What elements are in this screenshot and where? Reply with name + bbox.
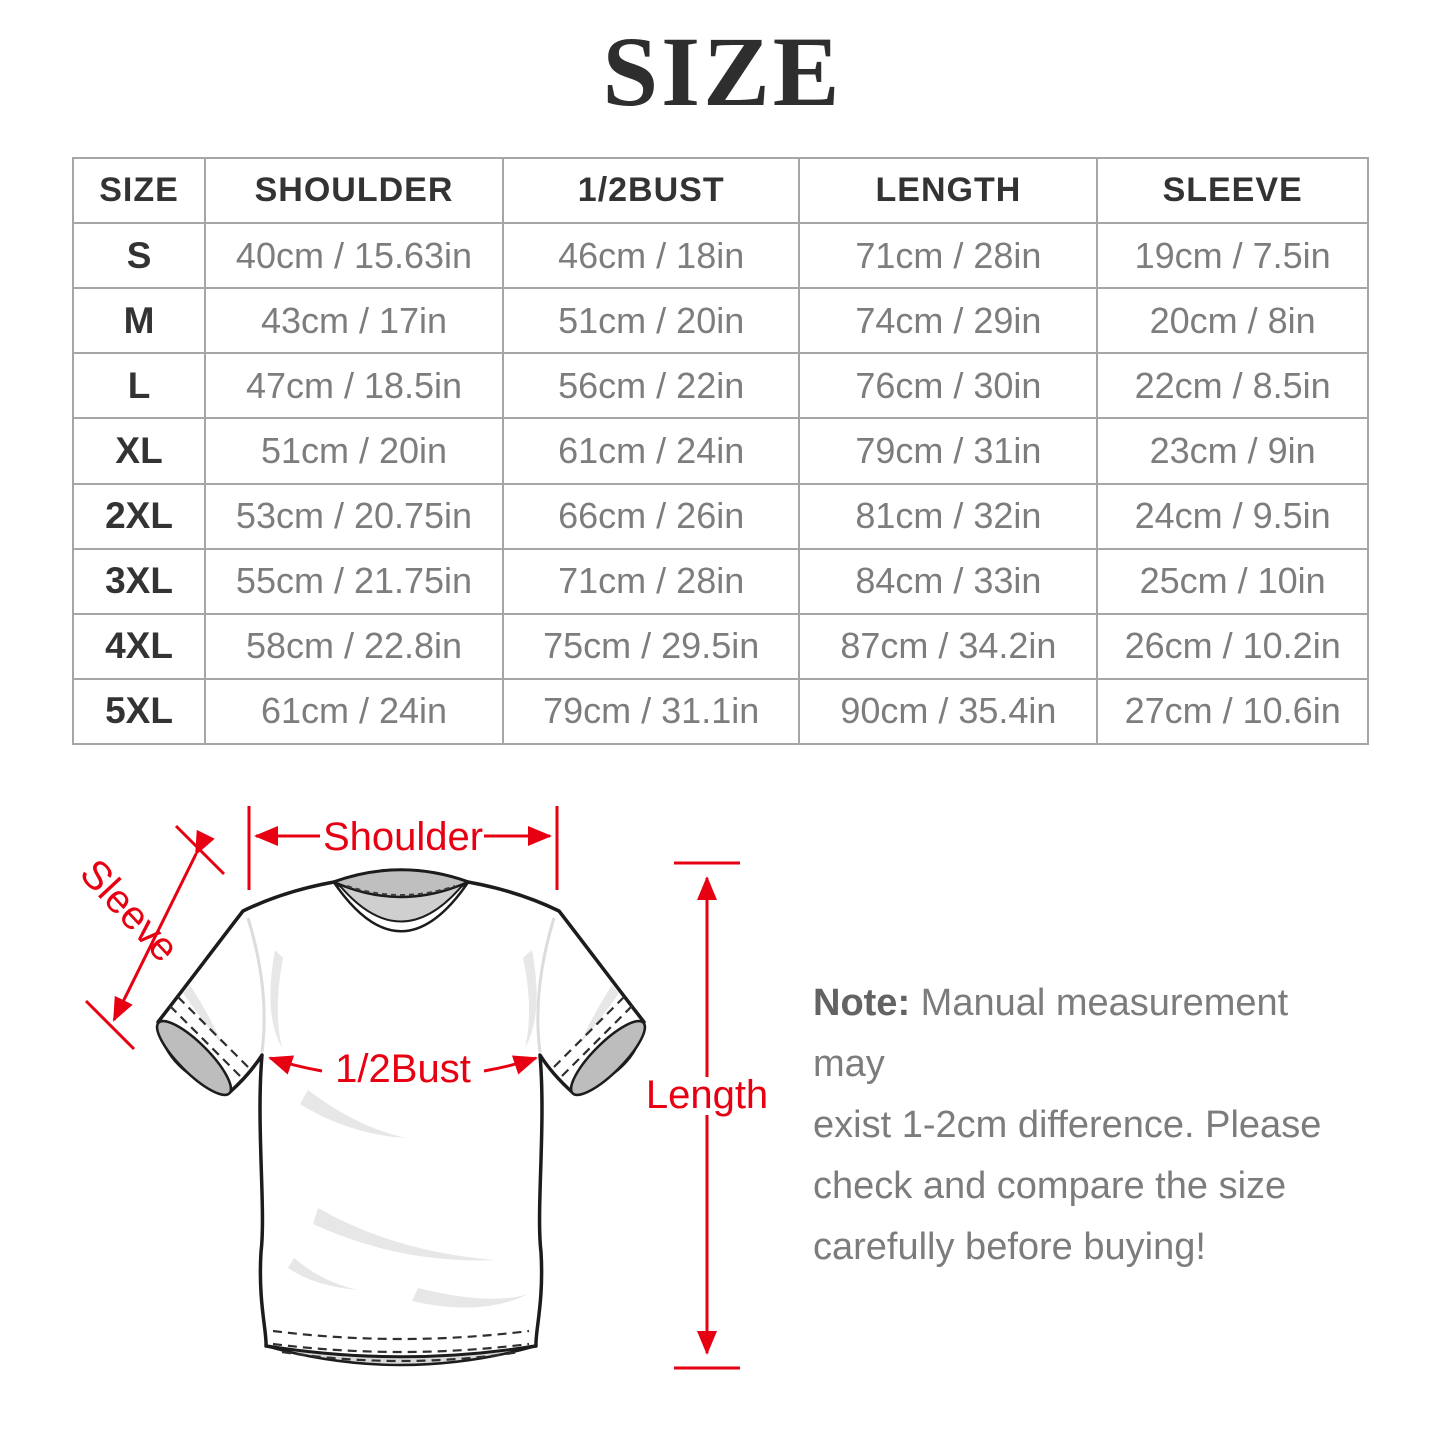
page-title: SIZE: [602, 16, 843, 127]
table-row: [73, 614, 1368, 679]
measurement-cell: 23cm / 9in: [1097, 418, 1368, 483]
measurement-cell: 76cm / 30in: [799, 353, 1097, 418]
note-label: Note:: [813, 982, 911, 1024]
shoulder-dimension-label: Shoulder: [322, 815, 484, 859]
measurement-cell: 90cm / 35.4in: [799, 679, 1097, 744]
measurement-cell: 71cm / 28in: [799, 223, 1097, 288]
measurement-cell: 66cm / 26in: [503, 484, 800, 549]
size-label-cell: 5XL: [73, 679, 205, 744]
header-row: [73, 158, 1368, 223]
measurement-cell: 81cm / 32in: [799, 484, 1097, 549]
measurement-cell: 61cm / 24in: [205, 679, 503, 744]
measurement-cell: 75cm / 29.5in: [503, 614, 800, 679]
measurement-cell: 22cm / 8.5in: [1097, 353, 1368, 418]
column-header-sleeve: SLEEVE: [1097, 158, 1368, 223]
size-label-cell: L: [73, 353, 205, 418]
measurement-cell: 55cm / 21.75in: [205, 549, 503, 614]
note-line: carefully before buying!: [813, 1226, 1206, 1268]
table-row: [73, 288, 1368, 353]
note-text: [813, 973, 1358, 1278]
size-label-cell: XL: [73, 418, 205, 483]
size-label-cell: 4XL: [73, 614, 205, 679]
size-label-cell: M: [73, 288, 205, 353]
table-row: [73, 223, 1368, 288]
sleeve-dimension-label: Sleeve: [71, 850, 188, 971]
table-row: [73, 484, 1368, 549]
column-header-shoulder: SHOULDER: [205, 158, 503, 223]
note-line-text: Manual measurement may: [813, 982, 1289, 1085]
measurement-cell: 43cm / 17in: [205, 288, 503, 353]
note-line: check and compare the size: [813, 1165, 1287, 1207]
bust-dimension-label: 1/2Bust: [335, 1047, 471, 1091]
measurement-cell: 51cm / 20in: [205, 418, 503, 483]
measurement-cell: 58cm / 22.8in: [205, 614, 503, 679]
table-row: [73, 549, 1368, 614]
measurement-cell: 87cm / 34.2in: [799, 614, 1097, 679]
table-row: [73, 679, 1368, 744]
tshirt-diagram: [70, 790, 790, 1410]
measurement-cell: 56cm / 22in: [503, 353, 800, 418]
measurement-cell: 40cm / 15.63in: [205, 223, 503, 288]
measurement-cell: 47cm / 18.5in: [205, 353, 503, 418]
column-header-bust: 1/2BUST: [503, 158, 800, 223]
table-row: [73, 353, 1368, 418]
measurement-cell: 71cm / 28in: [503, 549, 800, 614]
note-line: [813, 973, 1358, 1095]
measurement-cell: 19cm / 7.5in: [1097, 223, 1368, 288]
length-dimension-arrow: [646, 863, 768, 1368]
measurement-cell: 20cm / 8in: [1097, 288, 1368, 353]
measurement-cell: 61cm / 24in: [503, 418, 800, 483]
length-dimension-label: Length: [645, 1073, 769, 1117]
column-header-size: SIZE: [73, 158, 205, 223]
size-chart-table: [72, 157, 1369, 745]
measurement-cell: 74cm / 29in: [799, 288, 1097, 353]
size-label-cell: S: [73, 223, 205, 288]
tshirt-body: [158, 870, 644, 1357]
measurement-cell: 79cm / 31in: [799, 418, 1097, 483]
measurement-cell: 53cm / 20.75in: [205, 484, 503, 549]
measurement-cell: 24cm / 9.5in: [1097, 484, 1368, 549]
measurement-cell: 79cm / 31.1in: [503, 679, 800, 744]
column-header-length: LENGTH: [799, 158, 1097, 223]
size-label-cell: 2XL: [73, 484, 205, 549]
measurement-cell: 25cm / 10in: [1097, 549, 1368, 614]
tshirt-graphic: [148, 870, 654, 1365]
measurement-cell: 26cm / 10.2in: [1097, 614, 1368, 679]
measurement-cell: 51cm / 20in: [503, 288, 800, 353]
note-line: exist 1-2cm difference. Please: [813, 1104, 1322, 1146]
table-row: [73, 418, 1368, 483]
measurement-cell: 46cm / 18in: [503, 223, 800, 288]
size-label-cell: 3XL: [73, 549, 205, 614]
measurement-cell: 27cm / 10.6in: [1097, 679, 1368, 744]
measurement-cell: 84cm / 33in: [799, 549, 1097, 614]
